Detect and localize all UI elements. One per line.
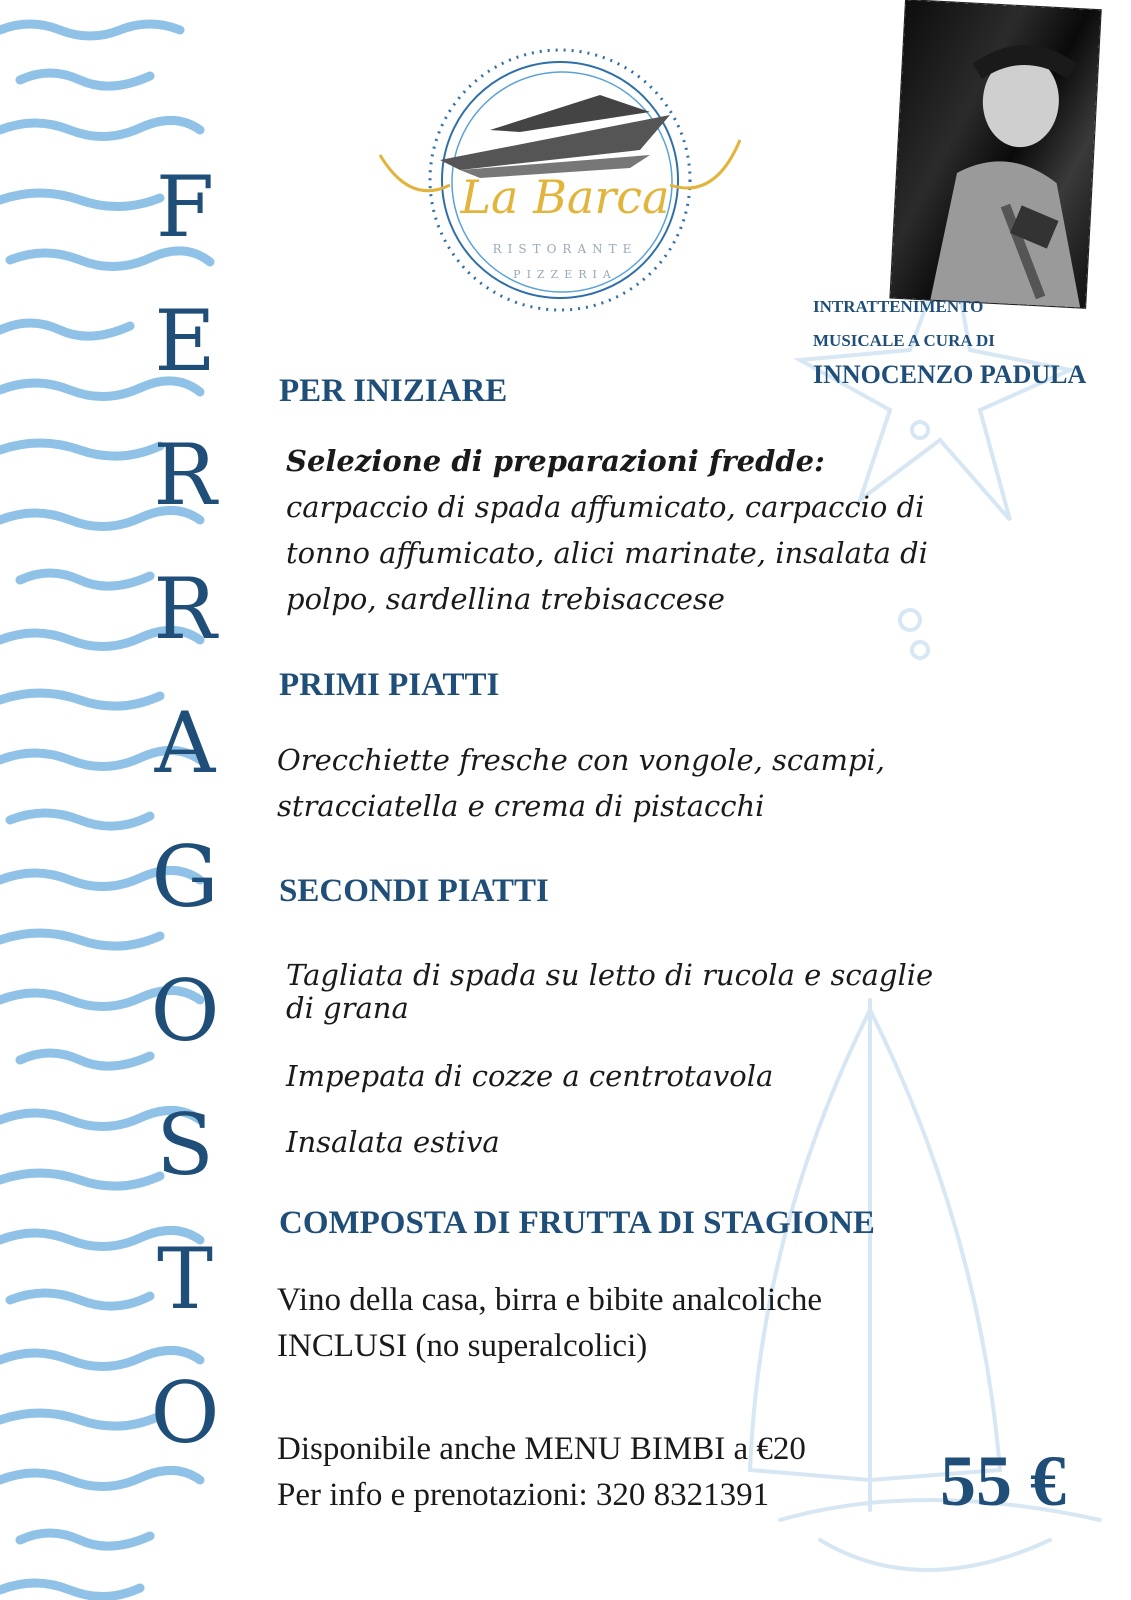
restaurant-logo <box>370 20 760 330</box>
section-title-secondi: SECONDI PIATTI <box>279 873 549 909</box>
title-letter: O <box>150 962 220 1060</box>
guitarist-icon <box>890 0 1100 308</box>
menu-line: carpaccio di spada affumicato, carpaccio di <box>286 490 925 524</box>
menu-line: polpo, sardellina trebisaccese <box>286 582 725 616</box>
booking-info: Per info e prenotazioni: 320 8321391 <box>277 1477 770 1513</box>
menu-line: Impepata di cozze a centrotavola <box>286 1059 774 1093</box>
price: 55 € <box>940 1441 1066 1521</box>
menu-line: Insalata estiva <box>286 1125 500 1159</box>
menu-line: tonno affumicato, alici marinate, insalata di <box>286 536 928 570</box>
kids-menu-note: Disponibile anche MENU BIMBI a €20 <box>277 1431 806 1467</box>
logo-subtitle-pizzeria: PIZZERIA <box>513 268 617 281</box>
menu-line: stracciatella e crema di pistacchi <box>277 789 765 823</box>
drinks-line: INCLUSI (no superalcolici) <box>277 1328 648 1364</box>
title-letter: T <box>156 1230 214 1328</box>
section-title-antipasti: PER INIZIARE <box>279 373 508 409</box>
title-letter: A <box>154 694 216 792</box>
vertical-title <box>140 140 230 1480</box>
menu-line: di grana <box>286 991 409 1025</box>
title-letter: R <box>153 426 217 524</box>
entertainment-credit <box>813 290 1086 392</box>
title-letter: E <box>154 292 216 390</box>
section-title-dessert: COMPOSTA DI FRUTTA DI STAGIONE <box>279 1205 875 1241</box>
antipasti-heading: Selezione di preparazioni fredde: <box>286 444 825 478</box>
title-letter: R <box>153 560 217 658</box>
menu-line: Tagliata di spada su letto di rucola e scaglie <box>286 958 934 992</box>
background-illustration <box>720 180 1131 1600</box>
menu-line: Orecchiette fresche con vongole, scampi, <box>277 743 886 777</box>
drinks-line: Vino della casa, birra e bibite analcoliche <box>277 1282 823 1318</box>
entertainment-line-2: MUSICALE A CURA DI <box>813 331 995 350</box>
section-title-primi: PRIMI PIATTI <box>279 667 500 703</box>
musician-photo <box>890 0 1100 308</box>
entertainment-line-1: INTRATTENIMENTO <box>813 297 984 316</box>
title-letter: S <box>156 1096 214 1194</box>
title-letter: O <box>150 1364 220 1462</box>
title-letter: G <box>151 828 219 926</box>
title-letter: F <box>155 158 215 256</box>
entertainment-performer: INNOCENZO PADULA <box>813 360 1087 389</box>
logo-subtitle-ristorante: RISTORANTE <box>492 242 638 256</box>
logo-name: La Barca <box>460 170 670 224</box>
